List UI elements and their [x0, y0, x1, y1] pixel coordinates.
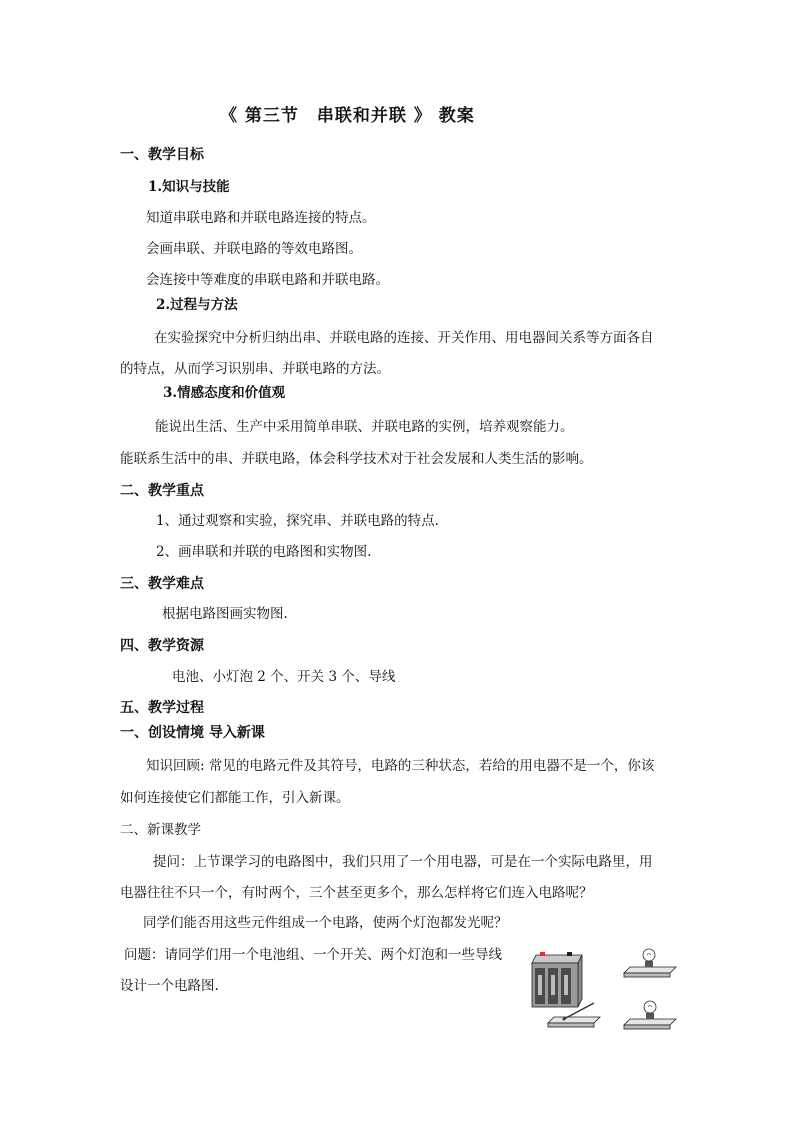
- light-bulb-icon: [624, 949, 676, 977]
- paragraph-line: 能说出生活、生产中采用简单串联、并联电路的实例，培养观察能力。: [155, 419, 574, 435]
- list-item: 1、通过观察和实验，探究串、并联电路的特点.: [156, 513, 439, 529]
- subheading-attitudes-values: 3.情感态度和价值观: [163, 385, 286, 401]
- section-heading-key-points: 二、教学重点: [120, 483, 204, 499]
- paragraph-line: 设计一个电路图.: [120, 978, 219, 994]
- list-item: 根据电路图画实物图.: [162, 606, 288, 622]
- paragraph-line: 知道串联电路和并联电路连接的特点。: [146, 210, 376, 226]
- section-heading-process: 五、教学过程: [120, 700, 204, 716]
- paragraph-line: 的特点，从而学习识别串、并联电路的方法。: [120, 361, 390, 377]
- light-bulb-icon: [624, 1001, 676, 1029]
- paragraph-line: 能联系生活中的串、并联电路，体会科学技术对于社会发展和人类生活的影响。: [120, 451, 593, 467]
- paragraph-line: 会连接中等难度的串联电路和并联电路。: [146, 272, 389, 288]
- circuit-components-figure: [520, 935, 695, 1035]
- page-title: 《 第三节 串联和并联 》 教案: [220, 106, 475, 126]
- subheading-process-method: 2.过程与方法: [156, 297, 238, 313]
- list-item: 2、画串联和并联的电路图和实物图.: [156, 544, 372, 560]
- subheading-scenario-intro: 一、创设情境 导入新课: [120, 725, 265, 741]
- paragraph-line: 会画串联、并联电路的等效电路图。: [146, 241, 362, 257]
- paragraph-line: 同学们能否用这些元件组成一个电路，使两个灯泡都发光呢？: [143, 915, 508, 931]
- list-item: 电池、小灯泡 2 个、开关 3 个、导线: [172, 669, 396, 685]
- subheading-new-lesson: 二、新课教学: [120, 822, 201, 838]
- subheading-knowledge-skills: 1.知识与技能: [148, 179, 230, 195]
- battery-pack-icon: [532, 952, 582, 1007]
- paragraph-line: 在实验探究中分析归纳出串、并联电路的连接、开关作用、用电器间关系等方面各自: [154, 330, 654, 346]
- section-heading-resources: 四、教学资源: [120, 638, 204, 654]
- paragraph-line: 电器往往不只一个，有时两个，三个甚至更多个，那么怎样将它们连入电路呢？: [120, 885, 593, 901]
- section-heading-difficulties: 三、教学难点: [120, 576, 204, 592]
- paragraph-line: 提问：上节课学习的电路图中，我们只用了一个用电器，可是在一个实际电路里，用: [153, 854, 653, 870]
- paragraph-line: 知识回顾: 常见的电路元件及其符号，电路的三种状态，若给的用电器不是一个，你该: [146, 758, 655, 774]
- section-heading-objectives: 一、教学目标: [120, 147, 204, 163]
- paragraph-line: 问题：请同学们用一个电池组、一个开关、两个灯泡和一些导线: [124, 947, 502, 963]
- paragraph-line: 如何连接使它们都能工作，引入新课。: [120, 790, 350, 806]
